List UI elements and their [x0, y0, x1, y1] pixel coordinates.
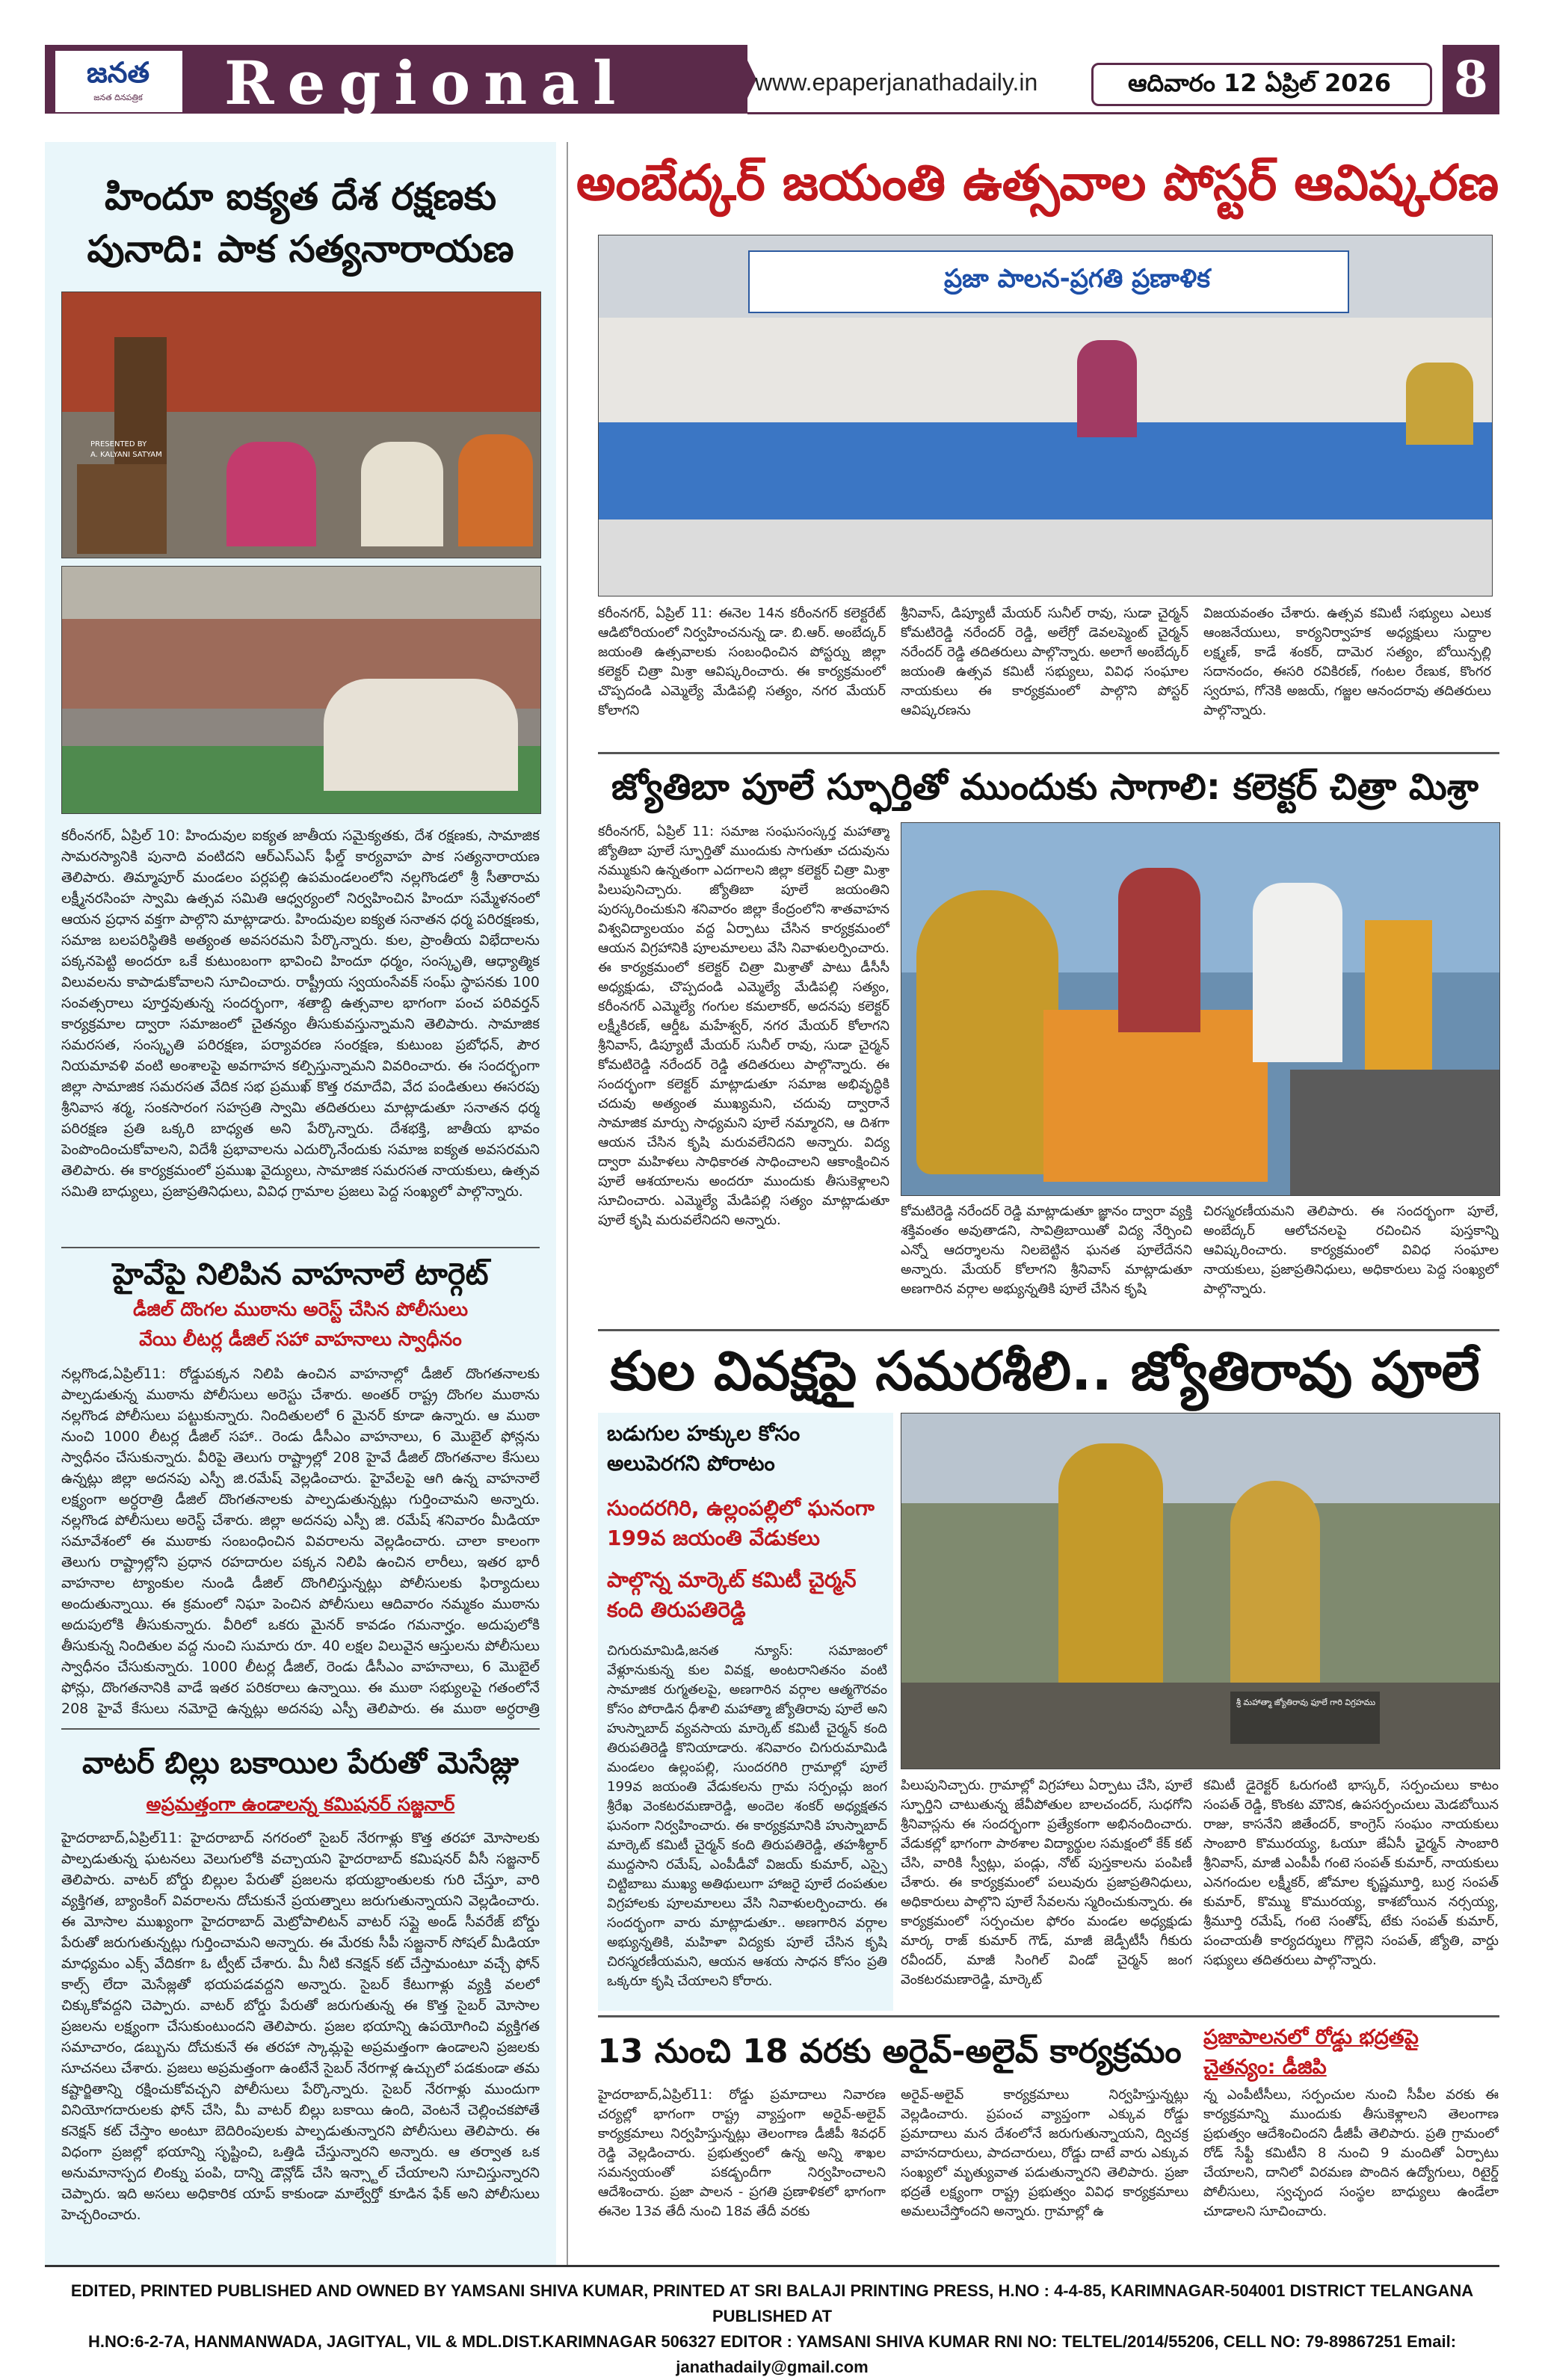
logo-subtitle: జనత దినపత్రిక: [93, 93, 143, 102]
kicker-2-line-1: సుందరగిరి, ఉల్లంపల్లిలో ఘనంగా: [607, 1496, 875, 1520]
right-story2-col-left: కరీంనగర్, ఏప్రిల్ 11: సమాజ సంఘసంస్కర్త మహాత్మా జ్యోతిబా పూలే స్ఫూర్తితో ముందుకు సాగుతూ చదువును నమ్ముకుని ఉన్నతంగా ఎదగాలని జిల్లా కలెక్టర్ చిత్రా మిశ్రా పిలుపునిచ్చారు. జ్యోతిబా పూలే జయంతిని పురస్కరించుకుని శనివారం జిల్లా కేంద్రంలోని శాతవాహన విశ్వవిద్యాలయం వద్ద ఏర్పాటు చేసిన కార్యక్రమంలో ఆయన విగ్రహానికి పూలమాలలు వేసి నివాళులర్పించారు. ఈ కార్యక్రమంలో కలెక్టర్ చిత్రా మిశ్రాతో పాటు డీసీసీ అధ్యక్షుడు, చొప్పదండి ఎమ్మెల్యే మేడిపల్లి సత్యం, కరీంనగర్ ఎమ్మెల్యే గంగుల కమలాకర్, అదనపు కలెక్టర్ లక్ష్మీకిరణ్, ఆర్డీఓ మహేశ్వర్, నగర మేయర్ కోలాగని శ్రీనివాస్, డిప్యూటీ మేయర్ సునీల్ రావు, సుడా చైర్మన్ కోమటిరెడ్డి నరేందర్ రెడ్డి తదితరులు పాల్గొన్నారు. ఈ సందర్భంగా కలెక్టర్ మాట్లాడుతూ సమాజ అభివృద్ధికి చదువు అత్యంత ముఖ్యమని, చదువు ద్వారానే సామాజిక మార్పు సాధ్యమని పూలే నమ్మారని, ఆ దిశగా ఆయన చేసిన కృషి మరువలేనిదని అన్నారు. విద్య ద్వారా మహిళలు సాధికారత సాధించాలని ఆకాంక్షించిన పూలే ఆశయాలను అందరూ ముందుకు తీసుకెళ్లాలని సూచించారు. ఎమ్మెల్యే మేడిపల్లి సత్యం మాట్లాడుతూ పూలే కృషి మరువలేనిదని అన్నారు.: [598, 824, 889, 1228]
kicker-3-line-1: పాల్గొన్న మార్కెట్ కమిటీ చైర్మన్: [607, 1567, 857, 1592]
left-story2-subhead-1: డీజిల్ దొంగల ముఠాను అరెస్ట్ చేసిన పోలీసులు: [133, 1298, 468, 1320]
kicker-1-line-2: అలుపెరగని పోరాటం: [607, 1451, 775, 1476]
right-story4-side-head-2: చైతన్యం: డీజిపి: [1203, 2056, 1327, 2079]
masthead-rule: [747, 112, 1499, 114]
newspaper-logo: జనత: [86, 55, 150, 89]
right-story3-headline: కుల వివక్షపై సమరశీలి.. జ్యోతిరావు పూలే: [610, 1339, 1480, 1402]
right-story3-panel-body: చిగురుమామిడి,జనత న్యూస్: సమాజంలో వేళ్లూనుకున్న కుల వివక్ష, అంటరానితనం వంటి సామాజిక రుగ్మతలపై, అణగారిన వర్గాల ఆత్మగౌరవం కోసం పోరాడిన ధీశాలి మహాత్మా జ్యోతిరావు పూలే అని హుస్నాబాద్ వ్యవసాయ మార్కెట్ కమిటీ చైర్మన్ కంది తిరుపతిరెడ్డి కొనియాడారు. శనివారం చిగురుమామిడి మండలం ఉల్లంపల్లి, సుందరగిరి గ్రామాల్లో పూలే 199వ జయంతి వేడుకలను గ్రామ సర్పంచ్లు జంగ శ్రీరేఖ వెంకటరమణారెడ్డి, అందెల శంకర్ అధ్యక్షతన ఘనంగా నిర్వహించారు. ఈ కార్యక్రమానికి హుస్నాబాద్ మార్కెట్ కమిటీ చైర్మన్ కంది తిరుపతిరెడ్డి, తహశీల్దార్ ముద్దసాని రమేష్, ఎంపీడీవో విజయ్ కుమార్, ఎస్సై చిట్టిబాబు ముఖ్య అతిథులుగా హాజరై పూలే దంపతుల విగ్రహాలకు పూలమాలలు వేసి నివాళులర్పించారు. ఈ సందర్భంగా వారు మాట్లాడుతూ.. అణగారిన వర్గాల అభ్యున్నతికి, మహిళా విద్యకు పూలే చేసిన కృషి చిరస్మరణీయమని, ఆయన ఆశయ సాధన కోసం ప్రతి ఒక్కరూ కృషి చేయాలని కోరారు.: [607, 1643, 887, 1989]
right-story3-col1: పిలుపునిచ్చారు. గ్రామాల్లో విగ్రహాలు ఏర్పాటు చేసి, పూలే స్ఫూర్తిని చాటుతున్న జేవీపోతుల బాలచందర్, సుధగోని శ్రీనివాస్లను ఈ సందర్భంగా ప్రత్యేకంగా అభినందించారు. వేడుకల్లో భాగంగా పాఠశాల విద్యార్థుల సమక్షంలో కేక్ కట్ చేసి, వారికి స్వీట్లు, పండ్లు, నోట్ పుస్తకాలను పంపిణీ చేశారు. ఈ కార్యక్రమంలో పలువురు ప్రజాప్రతినిధులు, అధికారులు పాల్గొని పూలే సేవలను స్మరించుకున్నారు. ఈ కార్యక్రమంలో సర్పంచుల ఫోరం మండల అధ్యక్షుడు మార్క రాజ్ కుమార్ గౌడ్, మాజీ జెడ్పీటీసీ గీకురు రవీందర్, మాజీ సింగిల్ విండో చైర్మన్ జంగ వెంకటరమణారెడ్డి, మార్కెట్: [901, 1778, 1192, 1988]
right-story1-col2: శ్రీనివాస్, డిప్యూటీ మేయర్ సునీల్ రావు, సుడా చైర్మన్ కోమటిరెడ్డి నరేందర్ రెడ్డి, అలేగ్రో డెవలప్మెంట్ చైర్మన్ నరేందర్ రెడ్డి తదితరులు పాల్గొన్నారు. అలాగే అంబేద్కర్ జయంతి ఉత్సవ కమిటీ సభ్యులు, వివిధ సంఘాల నాయకులు ఈ కార్యక్రమంలో పాల్గొని పోస్టర్ ఆవిష్కరణను: [901, 605, 1188, 718]
right-separator-2: [598, 1329, 1499, 1331]
left-story3-headline: వాటర్ బిల్లు బకాయిల పేరుతో మెసేజ్లు: [82, 1746, 519, 1781]
photo-podium-label: PRESENTED BY: [90, 440, 147, 448]
photo-plaque-caption: శ్రీ మహాత్మా జ్యోతిరావు ఫూలే గారి విగ్రహము: [1236, 1698, 1376, 1707]
masthead-chevron-icon: [740, 45, 756, 114]
right-story4-col2: అరైవ్-అలైవ్ కార్యక్రమాలు నిర్వహిస్తున్నట్లు వెల్లడించారు. ప్రపంచ వ్యాప్తంగా ఎక్కువ రోడ్డు ప్రమాదాలు మన దేశంలోనే జరుగుతున్నాయని, ద్విచక్ర వాహనదారులు, పాదచారులు, రోడ్డు దాటే వారు ఎక్కువ సంఖ్యలో మృత్యువాత పడుతున్నారని తెలిపారు. ప్రజా భద్రతే లక్ష్యంగా రాష్ట్ర ప్రభుత్వం వివిధ కార్యక్రమాలు అమలుచేస్తోందని అన్నారు. గ్రామాల్లో ఉ: [901, 2087, 1188, 2219]
left-story2-body: నల్లగొండ,ఏప్రిల్11: రోడ్డుపక్కన నిలిపి ఉంచిన వాహనాల్లో డీజిల్ దొంగతనాలకు పాల్పడుతున్న ముఠాను పోలీసులు అరెస్టు చేశారు. అంతర్ రాష్ట్ర దొంగల ముఠాను నల్లగొండ పోలీసులు పట్టుకున్నారు. నిందితులలో 6 మైనర్ కూడా ఉన్నారు. ఆ ముఠా నుంచి 1000 లీటర్ల డీజిల్ సహా.. రెండు డీసీఎం వాహనాలు, 6 మొబైల్ ఫోన్లను స్వాధీనం చేసుకున్నారు. వీరిపై తెలుగు రాష్ట్రాల్లో 208 హైవే డీజిల్ దొంగతనాల కేసులు ఉన్నట్లు జిల్లా అదనపు ఎస్పీ జి.రమేష్ వెల్లడించారు. హైవేలపై ఆగి ఉన్న వాహనాలే లక్ష్యంగా అర్ధరాత్రి డీజిల్ దొంగతనాలకు పాల్పడుతున్నట్లు గుర్తించామని అన్నారు. నల్లగొండ పోలీసులు అరెస్ట్ చేశారు. జిల్లా అదనపు ఎస్పీ జి. రమేష్ శనివారం మీడియా సమావేశంలో ఈ ముఠాకు సంబంధించిన వివరాలను వెల్లడించారు. చాలా కాలంగా తెలుగు రాష్ట్రాల్లోని ప్రధాన రహదారుల పక్కన నిలిపి ఉంచిన లారీలు, ఇతర భారీ వాహనాల ట్యాంకుల నుండి డీజిల్ దొంగిలిస్తున్నట్లు పోలీసులకు ఫిర్యాదులు అందుతున్నాయి. ఈ క్రమంలో నిఘా పెంచిన పోలీసులు ఆదివారం నమ్మకం ముఠాను అదుపులోకి తీసుకున్నారు. వీరిలో ఒకరు మైనర్ కావడం గమనార్హం. అదుపులోకి తీసుకున్న నిందితుల వద్ద నుంచి సుమారు రూ. 40 లక్షల విలువైన ఆస్తులను పోలీసులు స్వాధీనం చేసుకున్నారు. 1000 లీటర్ల డీజిల్, రెండు డీసీఎం వాహనాలు, 6 మొబైల్ ఫోన్లు, దొంగతనానికి వాడే ఇతర పరికరాలు ఉన్నాయి. ఈ ముఠా సభ్యులపై గతంలోనే 208 హైవే కేసులు నమోదై ఉన్నట్లు అదనపు ఎస్పీ తెలిపారు. ఈ ముఠా అర్ధరాత్రి: [61, 1366, 540, 1717]
left-story3-subhead: అప్రమత్తంగా ఉండాలన్న కమిషనర్ సజ్జనార్: [146, 1793, 455, 1815]
left-separator-1: [61, 1247, 540, 1248]
imprint-line-1: EDITED, PRINTED PUBLISHED AND OWNED BY YAMSANI SHIVA KUMAR, PRINTED AT SRI BALAJI PRINTING PRESS, H.NO : 4-4-85, KARIMNAGAR-504001 DISTRICT TELANGANA PUBLISHED AT: [70, 2281, 1474, 2325]
left-story1-headline-2: పునాది: పాక సత్యనారాయణ: [87, 227, 514, 271]
right-story1-photo: [598, 235, 1493, 596]
right-story4-col1: హైదరాబాద్,ఏప్రిల్11: రోడ్డు ప్రమాదాలు నివారణ చర్యల్లో భాగంగా రాష్ట్ర వ్యాప్తంగా అరైవ్-అలైవ్ కార్యక్రమాలు నిర్వహిస్తున్నట్లు తెలంగాణ డీజీపీ శివధర్ రెడ్డి వెల్లడించారు. ప్రభుత్వంలో ఉన్న అన్ని శాఖల సమన్వయంతో పకడ్బందీగా నిర్వహించాలని ఆదేశించారు. ప్రజా పాలన - ప్రగతి ప్రణాళికలో భాగంగా ఈనెల 13వ తేదీ నుంచి 18వ తేదీ వరకు: [598, 2087, 886, 2219]
photo-podium-sign: A. KALYANI SATYAM: [90, 451, 162, 459]
footer-rule: [45, 2265, 1499, 2267]
left-story2-subhead-2: వేయి లీటర్ల డీజిల్ సహా వాహనాలు స్వాధీనం: [139, 1328, 462, 1350]
epaper-url[interactable]: www.epaperjanathadaily.in: [755, 69, 1038, 96]
section-title: Regional: [224, 48, 629, 118]
left-story1-headline-1: హిందూ ఐక్యత దేశ రక్షణకు: [104, 175, 497, 218]
page-number: 8: [1443, 45, 1499, 114]
left-separator-2: [61, 1728, 540, 1730]
right-story3-photo: [901, 1413, 1500, 1769]
right-story1-col3: విజయవంతం చేశారు. ఉత్సవ కమిటీ సభ్యులు ఎలుక ఆంజనేయులు, కార్యనిర్వాహక అధ్యక్షులు సుద్దాల లక్ష్మణ్, కాడే శంకర్, దామెర సత్యం, బోయిన్పల్లి సదానందం, ఈసరి రవికిరణ్, గంటల రేణుక, కొంగర స్వరూప, గోనెకి అజయ్, గజ్జల ఆనందరావు తదితరులు పాల్గొన్నారు.: [1203, 605, 1491, 718]
right-story1-headline: అంబేద్కర్ జయంతి ఉత్సవాల పోస్టర్ ఆవిష్కరణ: [576, 154, 1499, 212]
right-story1-col1: కరీంనగర్, ఏప్రిల్ 11: ఈనెల 14న కరీంనగర్ కలెక్టరేట్ ఆడిటోరియంలో నిర్వహించనున్న డా. బి.ఆర్. అంబేద్కర్ జయంతి ఉత్సవాలకు సంబంధించిన పోస్టర్ను జిల్లా కలెక్టర్ చిత్రా మిశ్రా ఆవిష్కరించారు. ఈ కార్యక్రమంలో చొప్పదండి ఎమ్మెల్యే మేడిపల్లి సత్యం, నగర మేయర్ కోలాగని: [598, 605, 886, 718]
right-story2-col1: కోమటిరెడ్డి నరేందర్ రెడ్డి మాట్లాడుతూ జ్ఞానం ద్వారా వ్యక్తి శక్తివంతం అవుతాడని, సావిత్రిబాయితో విద్య నేర్పించి ఎన్నో ఆదర్శాలను నిలబెట్టిన ఘనత పూలేదేనని అన్నారు. మేయర్ కోలాగని శ్రీనివాస్ మాట్లాడుతూ అణగారిన వర్గాల అభ్యున్నతికి పూలే చేసిన కృషి: [901, 1203, 1192, 1297]
right-story2-col2: చిరస్మరణీయమని తెలిపారు. ఈ సందర్భంగా పూలే, అంబేద్కర్ ఆలోచనలపై రచించిన పుస్తకాన్ని ఆవిష్కరించారు. కార్యక్రమంలో వివిధ సంఘాల నాయకులు, ప్రజాప్రతినిధులు, అధికారులు పెద్ద సంఖ్యలో పాల్గొన్నారు.: [1203, 1203, 1499, 1297]
right-story3-col2: కమిటీ డైరెక్టర్ ఓరుగంటి భాస్కర్, సర్పంచులు కాటం సంపత్ రెడ్డి, కొంకట మౌనిక, ఉపసర్పంచులు మెడబోయిన రాజు, కాసనేని జితేందర్, కాంగ్రెస్ సంఘం నాయకులు సాంబారి కొమురయ్య, ఓయూ జేఏసీ ఛైర్మన్ సాంబారి శ్రీనివాస్, మాజీ ఎంపీపీ గంటె సంపత్ కుమార్, నాయకులు ఎనగందుల లక్ష్మీకర్, జోమాల కృష్ణమూర్తి, బుర్ర సంపత్ కుమార్, కొమ్ము కొమురయ్య, కాశబోయిన నర్సయ్య, శ్రీమూర్తి రమేష్, గంటె సంతోష్, టేకు సంపత్ కుమార్, పంచాయతీ కార్యదర్శులు గొల్లెని సంపత్, జ్యోతి, వార్డు సభ్యులు తదితరులు పాల్గొన్నారు.: [1203, 1778, 1499, 1968]
right-separator-1: [598, 752, 1499, 754]
imprint-footer: [45, 2278, 1499, 2380]
right-separator-3: [598, 2015, 1499, 2017]
kicker-1-line-1: బడుగుల హక్కుల కోసం: [607, 1421, 801, 1446]
left-story3-body: హైదరాబాద్,ఏప్రిల్11: హైదరాబాద్ నగరంలో సైబర్ నేరగాళ్లు కొత్త తరహా మోసాలకు పాల్పడుతున్న ఘటనలు వెలుగులోకి వచ్చాయని హైదరాబాద్ కమిషనర్ వీసీ సజ్జనార్ తెలిపారు. వాటర్ బోర్డు బిల్లుల పేరుతో ప్రజలను భయభ్రాంతులకు గురి చేస్తూ, వారి వ్యక్తిగత, బ్యాంకింగ్ వివరాలను దోచుకునే ప్రయత్నాలు జరుగుతున్నాయని వెల్లడించారు. ఈ మోసాల ముఖ్యంగా హైదరాబాద్ మెట్రోపాలిటన్ వాటర్ సప్లై అండ్ సీవరేజ్ బోర్డు పేరుతో జరుగుతున్నట్లు గుర్తించామని అన్నారు. ఈ మేరకు సీపీ సజ్జనార్ సోషల్ మీడియా మాధ్యమం ఎక్స్ వేదికగా ఓ ట్వీట్ చేశారు. మీ నీటి కనెక్షన్ కట్ చేస్తామంటూ వచ్చే ఫోన్ కాల్స్ లేదా మెసేజ్లతో భయపడవద్దని అన్నారు. సైబర్ కేటుగాళ్లు వ్యక్తి వలలో చిక్కుకోవద్దని చెప్పారు. వాటర్ బోర్డు పేరుతో జరుగుతున్న ఈ కొత్త సైబర్ మోసాల ప్రజలను లక్ష్యంగా చేసుకుంటుందని తెలిపారు. ప్రజల భయాన్ని ఉపయోగించి వ్యక్తిగత సమాచారం, డబ్బును దోచుకునే ఈ తరహా స్కామ్లపై అప్రమత్తంగా ఉండాలని ప్రజలకు సూచనలు చేశారు. ప్రజలు అప్రమత్తంగా ఉంటేనే సైబర్ నేరగాళ్ల ఉచ్చులో పడకుండా తమ కష్టార్జితాన్ని రక్షించుకోవచ్చని పోలీసులు పేర్కొన్నారు. సైబర్ నేరగాళ్లు ముందుగా వినియోగదారులకు ఫోన్ చేసి, మీ వాటర్ బిల్లు బకాయి ఉంది, వెంటనే చెల్లించకపోతే కనెక్షన్ కట్ చేస్తాం అంటూ బెదిరింపులకు పాల్పడుతున్నారని పోలీసులు తెలిపారు. ఈ విధంగా ప్రజల్లో భయాన్ని సృష్టించి, ఒత్తిడి చేస్తున్నారని అన్నారు. ఆ తర్వాత ఒక అనుమానాస్పద లింక్ను పంపి, దాన్ని డౌన్లోడ్ చేసి ఇన్స్టాల్ చేయాలని సూచిస్తున్నారని చెప్పారు. ఇది అసలు అధికారిక యాప్ కాకుండా మాల్వేర్తో కూడిన ఫేక్ అని పోలీసులు హెచ్చరించారు.: [61, 1830, 540, 2223]
right-story2-headline: జ్యోతిబా పూలే స్ఫూర్తితో ముందుకు సాగాలి: కలెక్టర్ చిత్రా మిశ్రా: [611, 766, 1478, 808]
column-divider: [567, 142, 568, 2265]
right-story4-side-head-1: ప్రజాపాలనలో రోడ్డు భద్రతపై: [1203, 2026, 1419, 2049]
imprint-line-2: H.NO:6-2-7A, HANMANWADA, JAGITYAL, VIL & MDL.DIST.KARIMNAGAR 506327 EDITOR : YAMSANI SHIVA KUMAR RNI NO: TELTEL/2014/55206, CELL NO: 79-89867251 Email: janathadaily@gmail.com: [87, 2332, 1457, 2376]
right-story2-photo: [901, 822, 1500, 1196]
right-story4-headline: 13 నుంచి 18 వరకు అరైవ్-అలైవ్ కార్యక్రమం: [597, 2032, 1182, 2071]
left-story1-photo-stage: [61, 292, 541, 558]
photo-banner-text: ప్రజా పాలన-ప్రగతి ప్రణాళిక: [944, 264, 1210, 294]
right-story4-col3: న్న ఎంపీటీసీలు, సర్పంచుల నుంచి సీపీల వరకు ఈ కార్యక్రమాన్ని ముందుకు తీసుకెళ్లాలని తెలంగాణ ప్రభుత్వం ఆదేశించిందని డీజీపీ తెలిపారు. ప్రతి గ్రామంలో రోడ్ సేఫ్టీ కమిటీని 8 నుంచి 9 మందితో ఏర్పాటు చేయాలని, దానిలో విరమణ పొందిన ఉద్యోగులు, రిటైర్డ్ పోలీసులు, స్వచ్ఛంద సంస్థల బాధ్యులు ఉండేలా చూడాలని సూచించారు.: [1203, 2087, 1499, 2219]
left-story1-photo-crowd: [61, 566, 541, 814]
issue-date: ఆదివారం 12 ఏప్రిల్ 2026: [1127, 69, 1392, 97]
kicker-2-line-2: 199వ జయంతి వేడుకలు: [607, 1526, 820, 1550]
left-story2-headline: హైవేపై నిలిపిన వాహనాలే టార్గెట్: [112, 1257, 489, 1292]
left-story1-body: కరీంనగర్, ఏప్రిల్ 10: హిందువుల ఐక్యత జాతీయ సమైక్యతకు, దేశ రక్షణకు, సామాజిక సామరస్యానికి పునాది వంటిదని ఆర్ఎస్ఎస్ ఫీల్డ్ కార్యవాహ పాక సత్యనారాయణ తెలిపారు. తిమ్మాపూర్ మండలం పర్లపల్లి ఉపమండలంలోని నల్లగొండలో శ్రీ సీతారామ లక్ష్మీనరసింహ స్వామి ఉత్సవ సమితి ఆధ్వర్యంలో నిర్వహించిన హిందూ సమ్మేళనంలో ఆయన ప్రధాన వక్తగా పాల్గొని మాట్లాడారు. హిందువుల ఐక్యత సనాతన ధర్మ పరిరక్షణకు, సమాజ బలపరిస్థితికి అత్యంత అవసరమని పేర్కొన్నారు. కుల, ప్రాంతీయ విభేదాలను పక్కనపెట్టి అందరూ ఒకే కుటుంబంగా భావించి హిందూ ధర్మం, సంస్కృతి, ఆధ్యాత్మిక విలువలను కాపాడుకోవాలని సూచించారు. రాష్ట్రీయ స్వయంసేవక్ సంఘ్ స్థాపనకు 100 సంవత్సరాలు పూర్తవుతున్న సందర్భంగా, శతాబ్ది ఉత్సవాల భాగంగా పంచ పరివర్తన్ కార్యక్రమాల ద్వారా సమాజంలో చైతన్యం తీసుకువస్తున్నామని తెలిపారు. సామాజిక సమరసత, సంస్కృతి పరిరక్షణ, పర్యావరణ సంరక్షణ, కుటుంబ ప్రబోధన్, పౌర నియమావళి వంటి అంశాలపై అవగాహన కల్పిస్తున్నామని వివరించారు. ఈ సందర్భంగా జిల్లా సామాజిక సమరసత వేదిక సభ ప్రముఖ్ కొత్త రమాదేవి, వేద పండితులు ఈసరపు శ్రీనివాస శర్మ, సంకసారంగ సహస్రతి స్వామి తదితరులు మాట్లాడుతూ సనాతన ధర్మ పరిరక్షణ ప్రతి ఒక్కరి బాధ్యత అని పేర్కొన్నారు. దేశభక్తి, జాతీయ భావం పెంపొందించుకోవాలని, విదేశీ ప్రభావాలను ఎదుర్కొనేందుకు సమాజ ఐక్యత అవసరమని తెలిపారు. ఈ కార్యక్రమంలో ప్రముఖ వైద్యులు, సామాజిక సమరసత నాయకులు, ఉత్సవ సమితి బాధ్యులు, ప్రజాప్రతినిధులు, వివిధ గ్రామాల ప్రజలు పెద్ద సంఖ్యలో పాల్గొన్నారు.: [61, 827, 540, 1200]
kicker-3-line-2: కంది తిరుపతిరెడ్డి: [607, 1597, 746, 1622]
